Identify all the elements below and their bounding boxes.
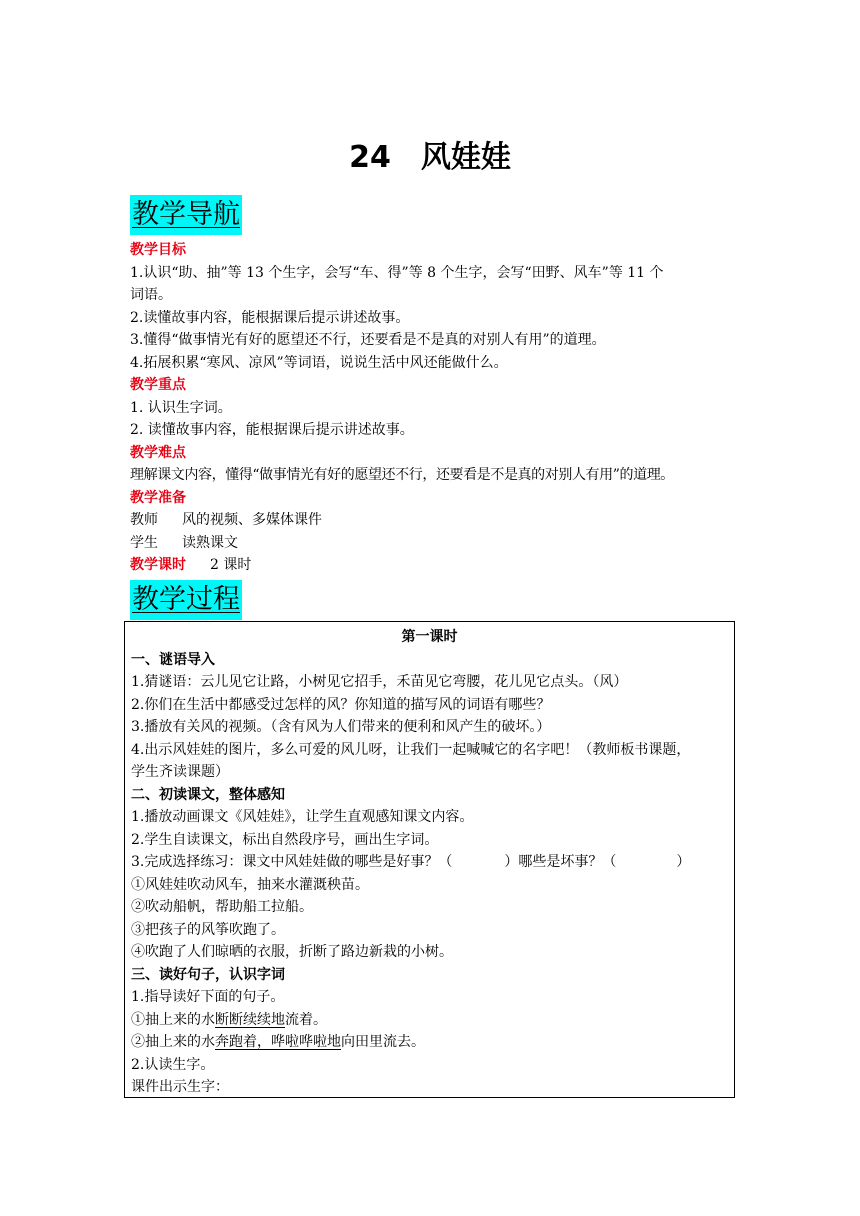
option-item: ③把孩子的风筝吹跑了。 (131, 921, 285, 938)
goals-label: 教学目标 (130, 242, 186, 258)
sentence-part: ①抽上来的水 (131, 1011, 215, 1028)
option-item: ②吹动船帆，帮助船工拉船。 (131, 899, 313, 915)
question-part: ） (676, 854, 691, 870)
example-sentence (131, 1031, 728, 1054)
prep-label: 教学准备 (130, 489, 186, 506)
option-item: ④吹跑了人们晾晒的衣服，折断了路边新栽的小树。 (131, 944, 453, 960)
prep-text: 读熟课文 (182, 534, 238, 551)
list-item: 2.学生自读课文，标出自然段序号，画出生字词。 (131, 831, 439, 848)
goal-item: 词语。 (130, 287, 172, 303)
list-item: 2.你们在生活中都感受过怎样的风？你知道的描写风的词语有哪些？ (131, 696, 551, 713)
goal-item: 1.认识“助、抽”等 13 个生字，会写“车、得”等 8 个生字，会写“田野、风车”等 11 个 (130, 264, 664, 281)
choice-question (131, 851, 728, 874)
hours-label: 教学课时 (130, 557, 186, 573)
key-point-item: 1. 认识生字词。 (130, 399, 232, 416)
section-title: 三、读好句子，认识字词 (131, 966, 285, 983)
list-item: 1.猜谜语：云儿见它让路，小树见它招手，禾苗见它弯腰，花儿见它点头。（风） (131, 674, 628, 690)
prep-item (130, 509, 740, 532)
goal-item: 2.读懂故事内容，能根据课后提示讲述故事。 (130, 309, 410, 326)
section-title: 一、谜语导入 (131, 651, 215, 668)
key-points-label: 教学重点 (130, 377, 186, 393)
list-item: 学生齐读课题） (131, 764, 229, 780)
question-part: ）哪些是坏事？（ (504, 854, 617, 870)
list-item: 1.指导读好下面的句子。 (131, 989, 285, 1005)
example-sentence (131, 1009, 728, 1032)
prep-item (130, 532, 740, 555)
goal-item: 3.懂得“做事情光有好的愿望还不行，还要看是不是真的对别人有用”的道理。 (130, 332, 606, 348)
section-heading-guide: 教学导航 (130, 195, 242, 235)
lesson-title: 第一课时 (401, 629, 458, 645)
page-title: 24 风娃娃 (349, 140, 511, 175)
key-point-item: 2. 读懂故事内容，能根据课后提示讲述故事。 (130, 422, 414, 438)
sentence-part: 向田里流去。 (341, 1034, 425, 1050)
difficulty-text: 理解课文内容，懂得“做事情光有好的愿望还不行，还要看是不是真的对别人有用”的道理。 (130, 467, 674, 483)
list-item: 1.播放动画课文《风娃娃》，让学生直观感知课文内容。 (131, 809, 474, 825)
hours-row (130, 554, 740, 577)
process-table (124, 621, 735, 1098)
section-title: 二、初读课文，整体感知 (131, 786, 285, 803)
difficulty-label: 教学难点 (130, 444, 186, 461)
list-item: 2.认读生字。 (131, 1056, 215, 1073)
guide-section (130, 239, 740, 577)
list-item: 3.播放有关风的视频。（含有风为人们带来的便利和风产生的破坏。） (131, 719, 551, 735)
goal-item: 4.拓展积累“寒风、凉风”等词语，说说生活中风还能做什么。 (130, 354, 508, 371)
option-item: ①风娃娃吹动风车，抽来水灌溉秧苗。 (131, 876, 369, 893)
underlined-phrase: 奔跑着，哗啦哗啦地 (215, 1034, 341, 1050)
sentence-part: 流着。 (285, 1011, 327, 1028)
prep-text: 风的视频、多媒体课件 (182, 512, 322, 528)
question-part: 3.完成选择练习：课文中风娃娃做的哪些是好事？（ (131, 854, 453, 870)
prep-role: 教师 (130, 512, 158, 528)
list-item: 课件出示生字： (131, 1079, 229, 1095)
list-item: 4.出示风娃娃的图片，多么可爱的风儿呀，让我们一起喊喊它的名字吧！（教师板书课题， (131, 741, 691, 758)
underlined-phrase: 断断续续地 (215, 1011, 285, 1028)
section-heading-process: 教学过程 (130, 580, 242, 620)
sentence-part: ②抽上来的水 (131, 1034, 215, 1050)
prep-role: 学生 (130, 534, 158, 551)
hours-value: 2 课时 (210, 557, 252, 573)
